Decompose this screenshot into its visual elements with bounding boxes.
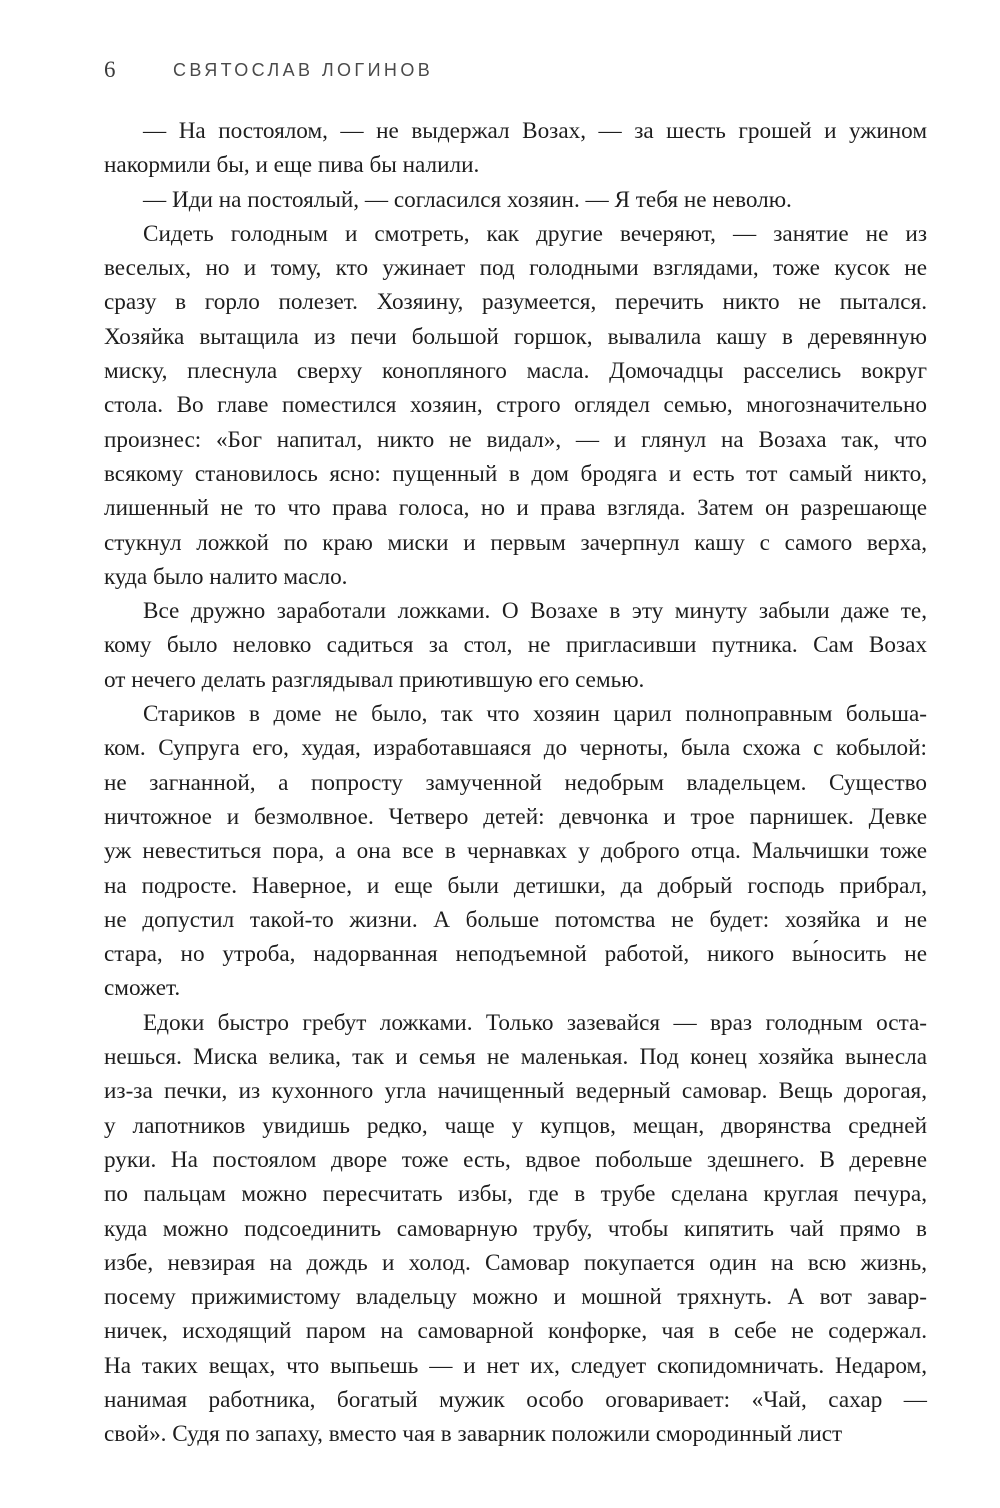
text-line: по пальцам можно пересчитать избы, где в трубе сделана круглая печура, [104,1181,927,1208]
running-header [104,55,934,85]
page-number: 6 [104,57,116,82]
text-line: ком. Супруга его, худая, изработавшаяся до черноты, была схожа с кобылой: [104,735,927,762]
text-line: стола. Во главе поместился хозяин, строго оглядел семью, многозначительно [104,392,927,419]
text-line: веселых, но и тому, кто ужинает под голодными взглядами, тоже кусок не [104,255,927,282]
text-line: произнес: «Бог напитал, никто не видал», — и глянул на Возаха так, что [104,426,927,453]
text-line: Все дружно заработали ложками. О Возахе в эту минуту забыли даже те, [143,598,927,625]
text-line: из-за печки, из кухонного угла начищенный ведерный самовар. Вещь дорогая, [104,1078,927,1105]
text-line: куда можно подсоединить самоварную трубу, чтобы кипятить чай прямо в [104,1215,927,1242]
text-line: от нечего делать разглядывал приютившую его семью. [104,666,645,693]
text-line: сразу в горло полезет. Хозяину, разумеется, перечить никто не пытался. [104,289,927,316]
text-line: кому было неловко садиться за стол, не пригласивши путника. Сам Возах [104,632,927,659]
text-line: — На постоялом, — не выдержал Возах, — за шесть грошей и ужином [143,118,927,144]
text-line: свой». Судя по запаху, вместо чая в заварник положили смородинный лист [104,1421,843,1448]
text-line: нешься. Миска велика, так и семья не маленькая. Под конец хозяйка вынесла [104,1044,927,1071]
text-line: посему прижимистому владельцу можно и мошной тряхнуть. А вот завар- [104,1284,927,1311]
paragraph [104,697,927,1006]
text-line: стара, но утроба, надорванная неподъемной работой, никого вы́носить не [104,941,927,968]
text-line: у лапотников увидишь редко, чаще у купцов, мещан, дворянства средней [104,1112,927,1139]
paragraph [104,1006,927,1452]
text-line: нанимая работника, богатый мужик особо оговаривает: «Чай, сахар — [104,1386,927,1413]
paragraph [104,217,927,594]
body-text [104,114,927,1452]
text-line: Хозяйка вытащила из печи большой горшок, вывалила кашу в деревянную [104,323,927,350]
text-line: не загнанной, а попросту замученной недобрым владельцем. Существо [104,769,927,796]
text-line: Сидеть голодным и смотреть, как другие вечеряют, — занятие не из [143,220,927,247]
text-line: не допустил такой-то жизни. А больше потомства не будет: хозяйка и не [104,906,927,933]
text-line: руки. На постоялом дворе тоже есть, вдвое побольше здешнего. В деревне [104,1146,927,1173]
paragraph [104,594,927,697]
text-line: ничтожное и безмолвное. Четверо детей: девчонка и трое парнишек. Девке [104,803,927,830]
text-line: на подросте. Наверное, и еще были детишки, да добрый господь прибрал, [104,872,927,899]
paragraph [104,114,927,183]
text-line: всякому становилось ясно: пущенный в дом бродяга и есть тот самый никто, [104,460,927,487]
text-line: стукнул ложкой по краю миски и первым зачерпнул кашу с самого верха, [104,529,927,556]
text-line: Едоки быстро гребут ложками. Только зазевайся — враз голодным оста- [143,1009,927,1036]
text-line: ничек, исходящий паром на самоварной конфорке, чая в себе не содержал. [104,1318,927,1345]
text-line: На таких вещах, что выпьешь — и нет их, следует скопидомничать. Недаром, [104,1352,927,1379]
text-line: уж невеститься пора, а она все в чернавках у доброго отца. Мальчишки тоже [104,838,927,865]
text-line: куда было налито масло. [104,563,348,590]
text-line: миску, плеснула сверху конопляного масла. Домочадцы расселись вокруг [104,358,927,385]
text-line: сможет. [104,975,181,1002]
author-name: СВЯТОСЛАВ ЛОГИНОВ [173,60,434,80]
text-line: лишенный не то что права голоса, но и права взгляда. Затем он разрешающе [104,495,927,522]
paragraph [104,183,927,217]
text-line: Стариков в доме не было, так что хозяин царил полноправным больша- [143,701,927,728]
text-line: накормили бы, и еще пива бы налили. [104,152,480,179]
text-line: — Иди на постоялый, — согласился хозяин. — Я тебя не неволю. [143,186,792,213]
text-line: избе, невзирая на дождь и холод. Самовар покупается один на всю жизнь, [104,1249,927,1276]
